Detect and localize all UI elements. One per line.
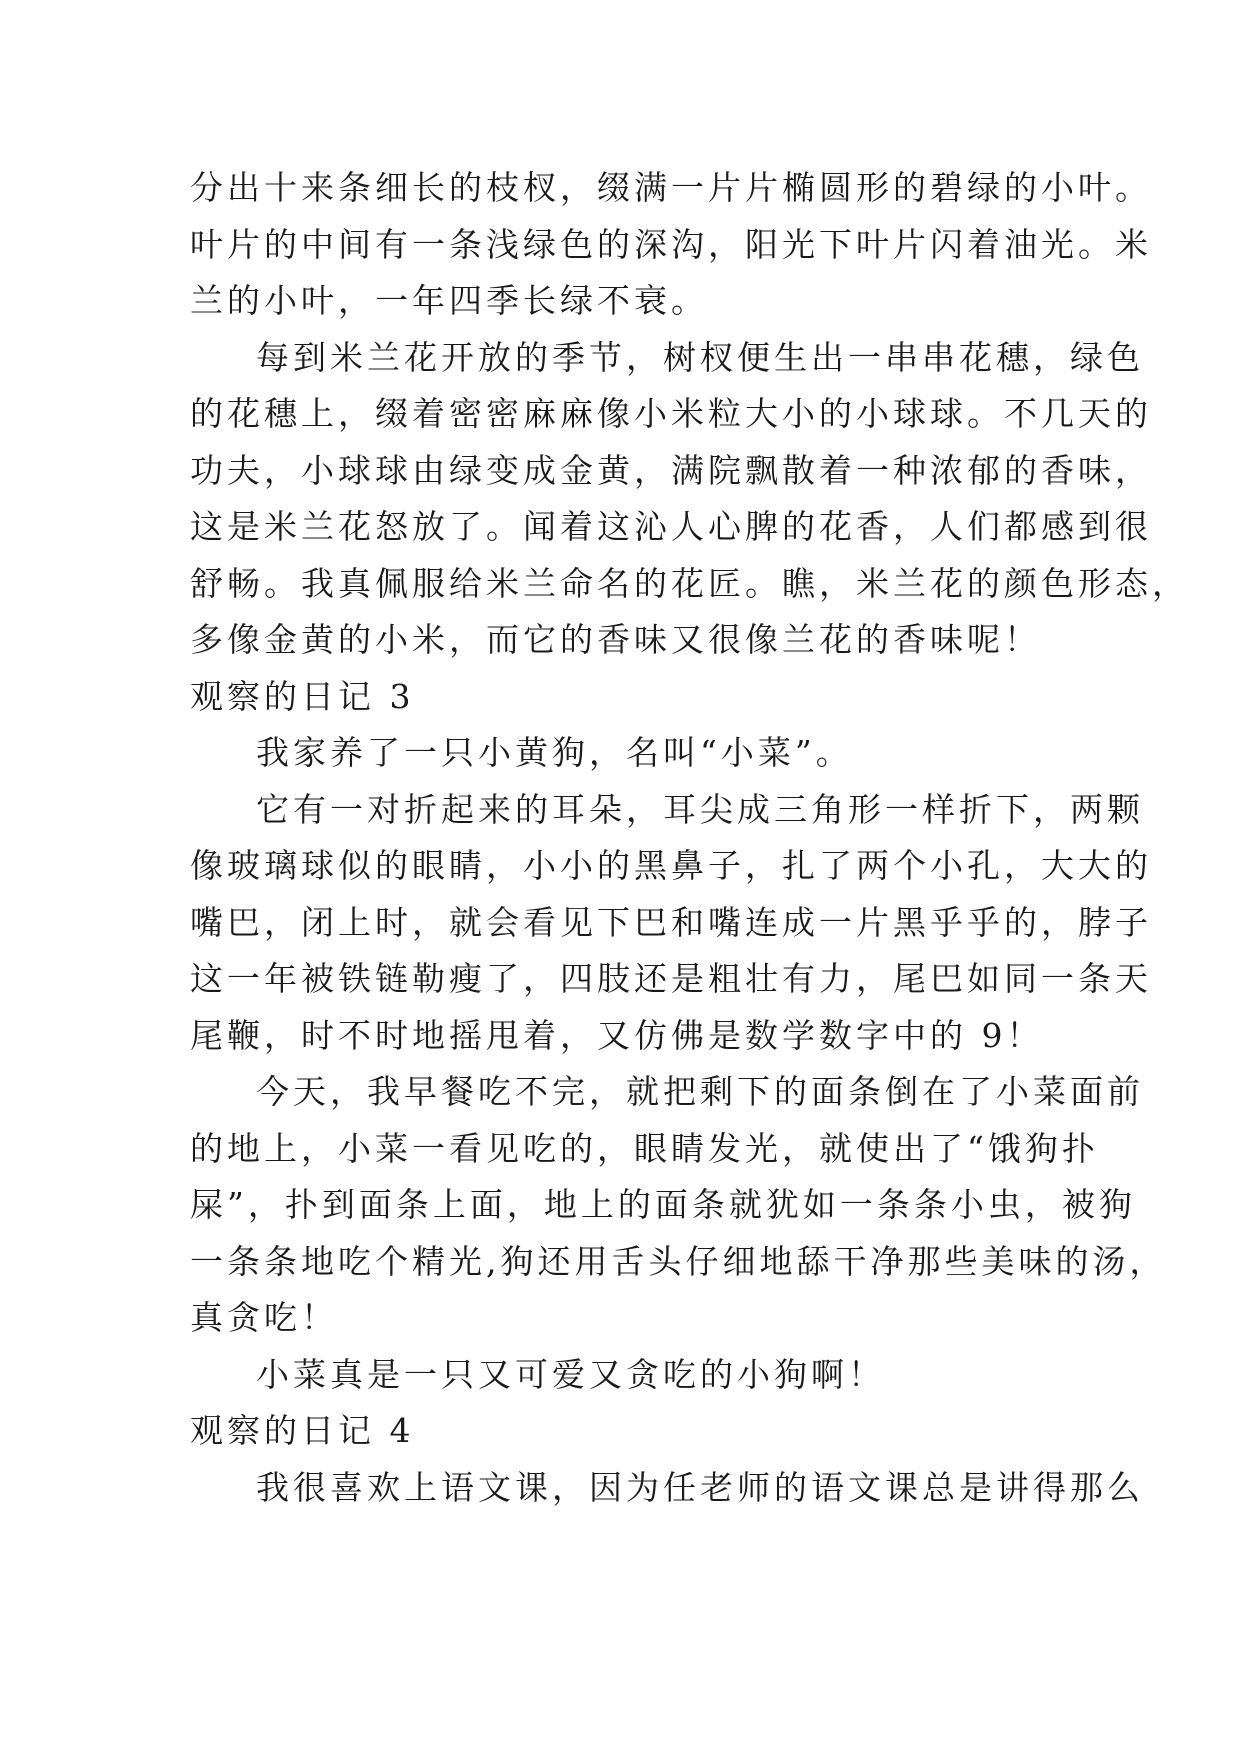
paragraph-start-line: 每到米兰花开放的季节，树杈便生出一串串花穗，绿色 [256,337,1144,377]
paragraph-start-line: 我家养了一只小黄狗，名叫“小菜”。 [256,733,853,772]
text-line: 这一年被铁链勒瘦了，四肢还是粗壮有力，尾巴如同一条天 [190,959,1152,998]
text-line: 这是米兰花怒放了。闻着这沁人心脾的花香，人们都感到很 [190,507,1152,546]
text-line: 舒畅。我真佩服给米兰命名的花匠。瞧，米兰花的颜色形态， [190,563,1189,603]
text-line: 功夫，小球球由绿变成金黄，满院飘散着一种浓郁的香味， [190,450,1152,490]
paragraph-start-line: 今天，我早餐吃不完，就把剩下的面条倒在了小菜面前 [256,1072,1144,1111]
text-line: 多像金黄的小米，而它的香味又很像兰花的香味呢！ [190,620,1041,659]
section-heading: 观察的日记 4 [190,1411,415,1450]
section-heading: 观察的日记 3 [190,676,415,716]
text-line: 分出十来条细长的枝杈，缀满一片片椭圆形的碧绿的小叶。 [190,168,1152,207]
document-body [190,160,1189,1516]
text-line: 的地上，小菜一看见吃的，眼睛发光，就使出了“饿狗扑 [190,1128,1099,1168]
text-line: 嘴巴，闭上时，就会看见下巴和嘴连成一片黑乎乎的，脖子 [190,902,1152,942]
text-line: 的花穗上，缀着密密麻麻像小米粒大小的小球球。不几天的 [190,394,1152,433]
text-line: 真贪吃！ [190,1298,338,1337]
text-line: 一条条地吃个精光,狗还用舌头仔细地舔干净那些美味的汤， [190,1241,1167,1281]
text-line: 尾鞭，时不时地摇甩着，又仿佛是数学数字中的 9！ [190,1015,1044,1055]
paragraph-start-line: 小菜真是一只又可爱又贪吃的小狗啊！ [256,1354,885,1394]
text-line: 兰的小叶，一年四季长绿不衰。 [190,281,708,320]
paragraph-start-line: 它有一对折起来的耳朵，耳尖成三角形一样折下，两颗 [256,789,1144,829]
paragraph-start-line: 我很喜欢上语文课，因为任老师的语文课总是讲得那么 [256,1467,1144,1507]
text-line: 屎”，扑到面条上面，地上的面条就犹如一条条小虫，被狗 [190,1185,1136,1224]
text-line: 像玻璃球似的眼睛，小小的黑鼻子，扎了两个小孔，大大的 [190,846,1152,885]
text-line: 叶片的中间有一条浅绿色的深沟，阳光下叶片闪着油光。米 [190,224,1152,264]
